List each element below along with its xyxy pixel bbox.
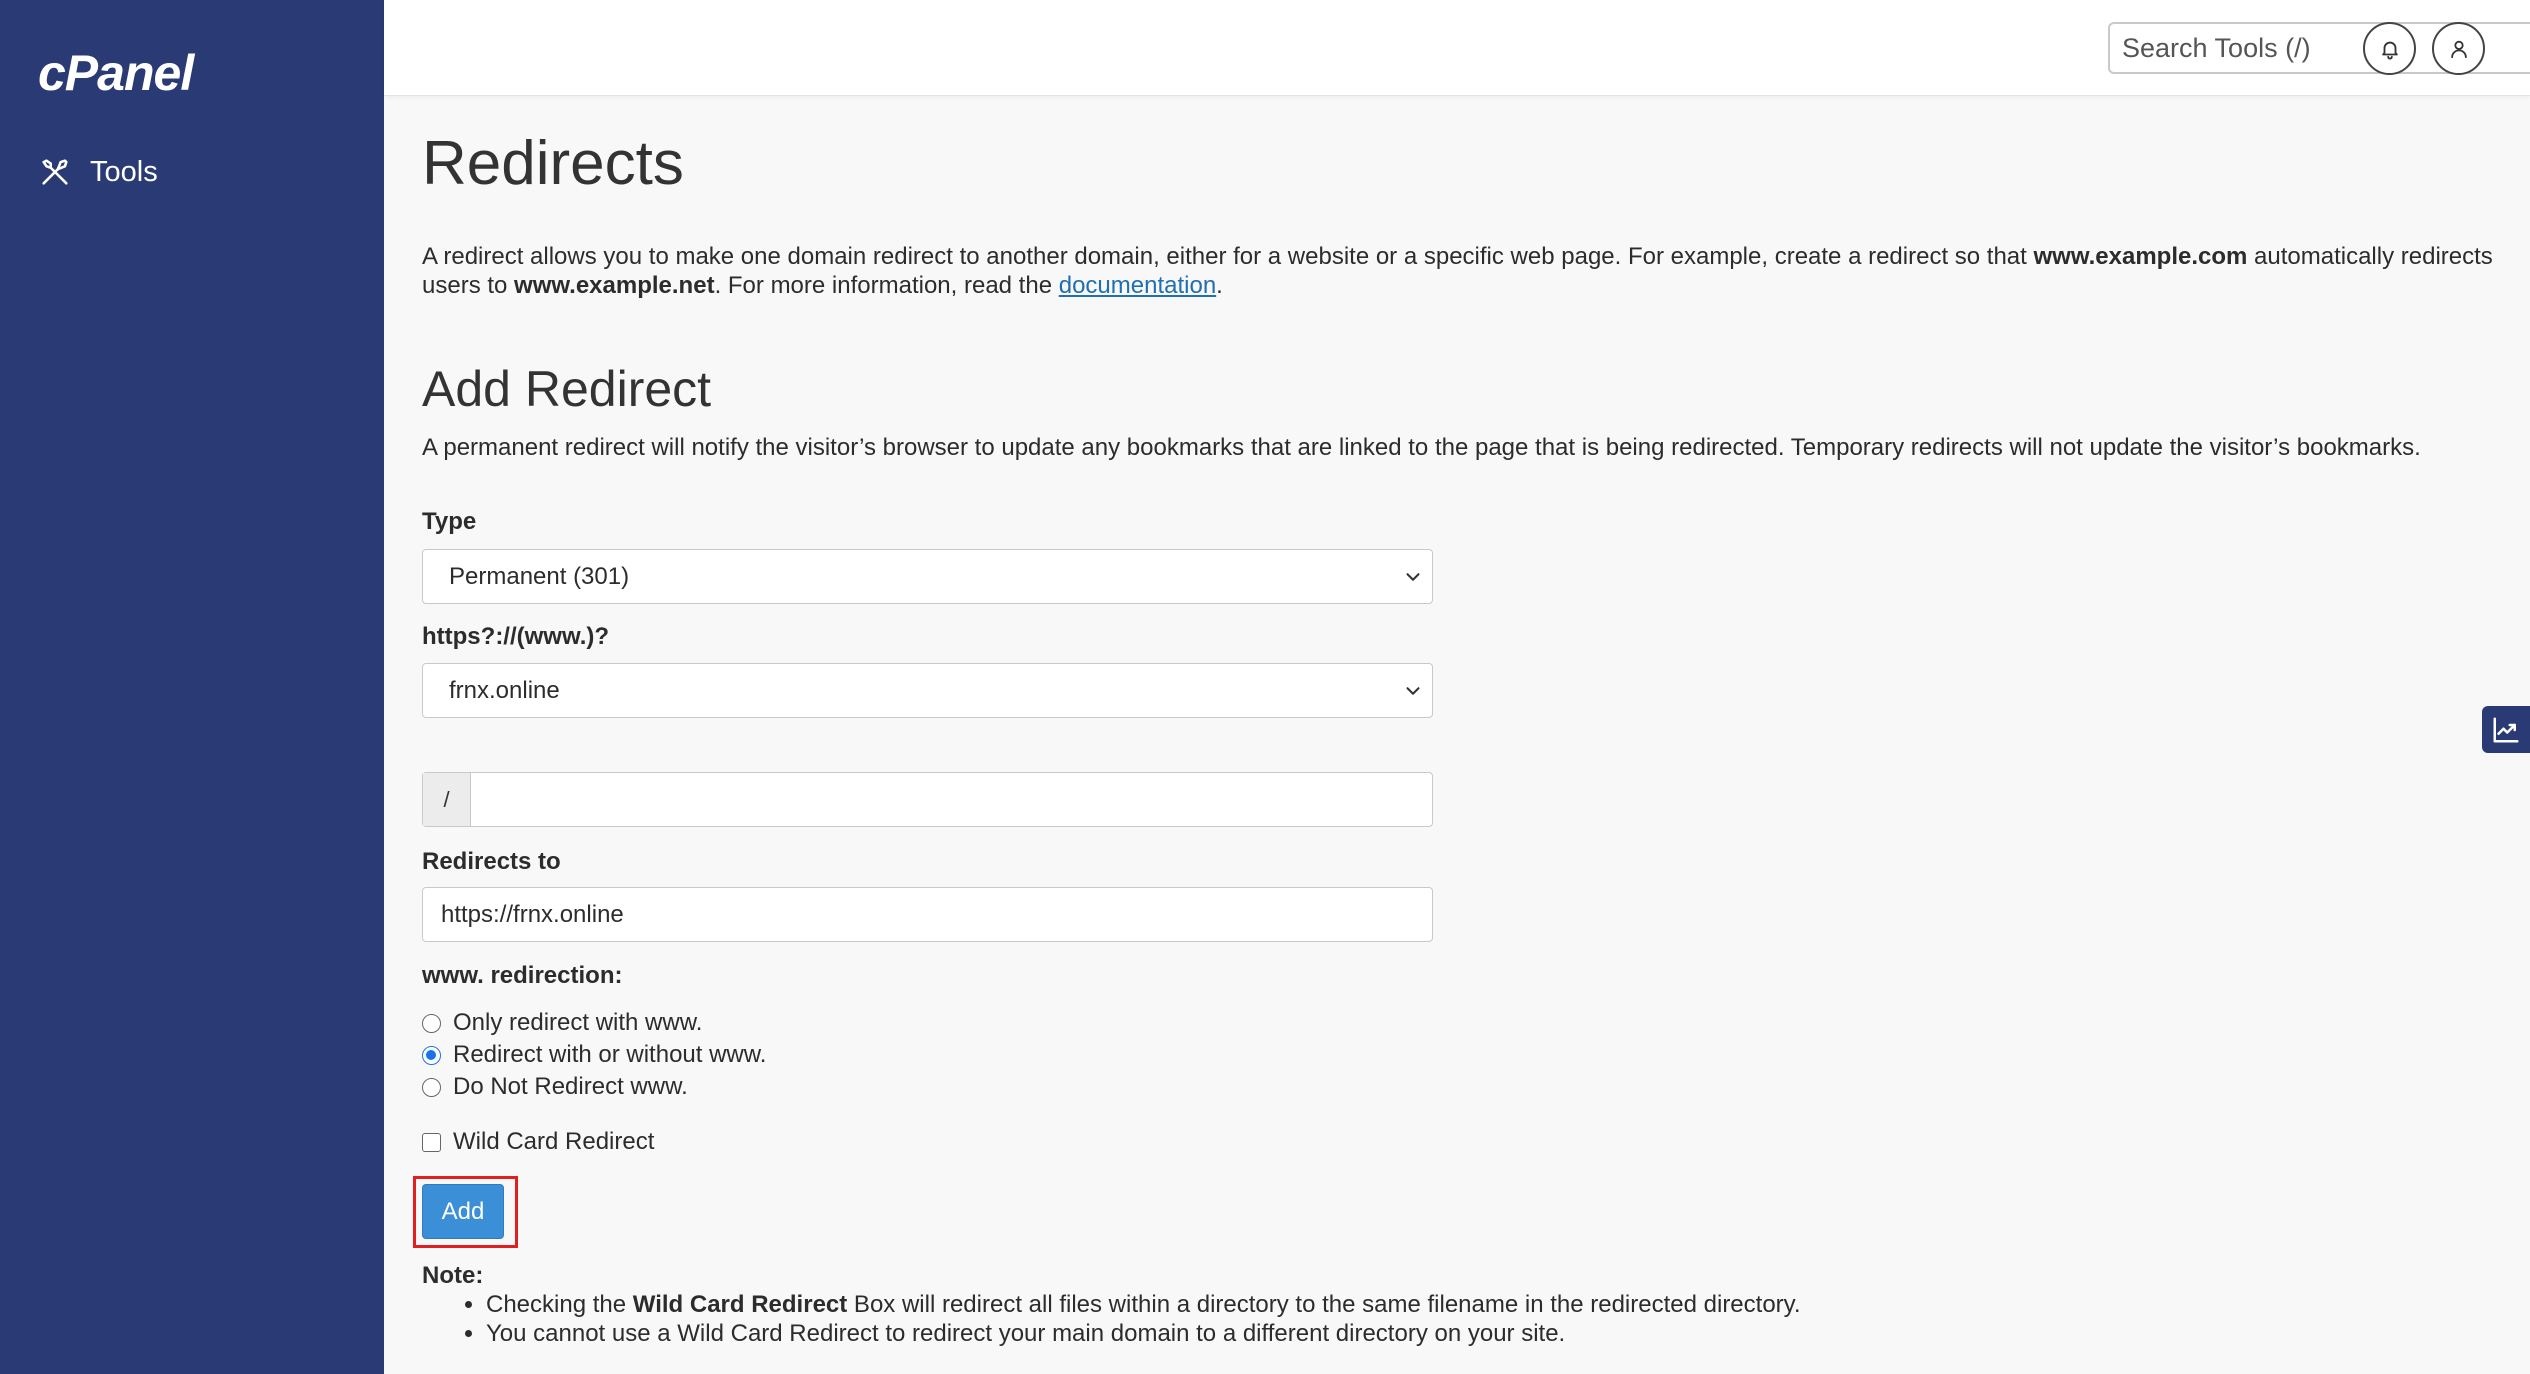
radio-label: Only redirect with www. [453, 1009, 703, 1036]
note-text: Checking the [486, 1291, 633, 1318]
domain-select-value: frnx.online [449, 676, 560, 704]
radio-do-not-redirect-www[interactable] [422, 1072, 688, 1102]
intro-part: . For more information, read the [714, 272, 1059, 299]
radio-label: Do Not Redirect www. [453, 1073, 688, 1100]
tools-icon [38, 155, 72, 189]
wildcard-checkbox[interactable] [422, 1133, 441, 1152]
radio-with-or-without-www[interactable] [422, 1040, 766, 1070]
sidebar-item-tools[interactable] [38, 150, 158, 194]
user-menu-button[interactable] [2432, 22, 2485, 75]
note-list [486, 1290, 1801, 1348]
sidebar [0, 0, 384, 1374]
path-input-group [422, 772, 1433, 827]
trending-chart-icon [2491, 715, 2521, 745]
domain-select[interactable] [422, 663, 1433, 718]
example-domain-from: www.example.com [2033, 243, 2248, 270]
radio-button[interactable] [422, 1046, 441, 1065]
radio-only-with-www[interactable] [422, 1008, 702, 1038]
notifications-button[interactable] [2363, 22, 2416, 75]
note-item [486, 1290, 1801, 1319]
user-icon [2448, 38, 2470, 60]
cpanel-logo[interactable]: cPanel [38, 45, 194, 101]
path-prefix: / [423, 773, 471, 826]
radio-label: Redirect with or without www. [453, 1041, 767, 1068]
radio-button[interactable] [422, 1014, 441, 1033]
redirects-to-label: Redirects to [422, 848, 561, 875]
add-button[interactable]: Add [422, 1184, 504, 1239]
note-text: Box will redirect all files within a directory to the same filename in the redirected directory. [847, 1291, 1801, 1318]
intro-part: A redirect allows you to make one domain redirect to another domain, either for a website or a specific web page. For example, create a redirect so that [422, 243, 2034, 270]
top-header [384, 0, 2530, 96]
bell-icon [2379, 38, 2401, 60]
chevron-down-icon [1402, 566, 1424, 588]
page-title: Redirects [422, 129, 684, 198]
type-select-value: Permanent (301) [449, 562, 630, 590]
note-title: Note: [422, 1262, 484, 1289]
sidebar-item-label: Tools [90, 155, 158, 188]
intro-part: automatically redirects users to [422, 243, 2493, 299]
www-redirection-label: www. redirection: [422, 962, 623, 989]
note-emphasis: Wild Card Redirect [632, 1291, 848, 1318]
example-domain-to: www.example.net [514, 272, 715, 299]
add-redirect-title: Add Redirect [422, 361, 712, 417]
intro-part: . [1216, 272, 1223, 299]
stats-panel-tab[interactable] [2482, 706, 2530, 753]
add-redirect-description: A permanent redirect will notify the visitor’s browser to update any bookmarks that are linked to the page that is being redirected. Temporary redirects will not update the visitor’s bookmarks. [422, 434, 2421, 461]
type-label: Type [422, 508, 477, 535]
documentation-link[interactable]: documentation [1058, 272, 1217, 299]
wildcard-label: Wild Card Redirect [453, 1128, 655, 1155]
redirects-to-input[interactable] [422, 887, 1433, 942]
note-item: • You cannot use a Wild Card Redirect to redirect your main domain to a different directory on your site. [486, 1319, 1801, 1348]
wildcard-redirect-option[interactable] [422, 1127, 654, 1157]
chevron-down-icon [1402, 680, 1424, 702]
domain-label: https?://(www.)? [422, 623, 610, 650]
intro-text [422, 242, 2512, 300]
path-input[interactable] [471, 773, 1432, 826]
type-select[interactable] [422, 549, 1433, 604]
radio-button[interactable] [422, 1078, 441, 1097]
